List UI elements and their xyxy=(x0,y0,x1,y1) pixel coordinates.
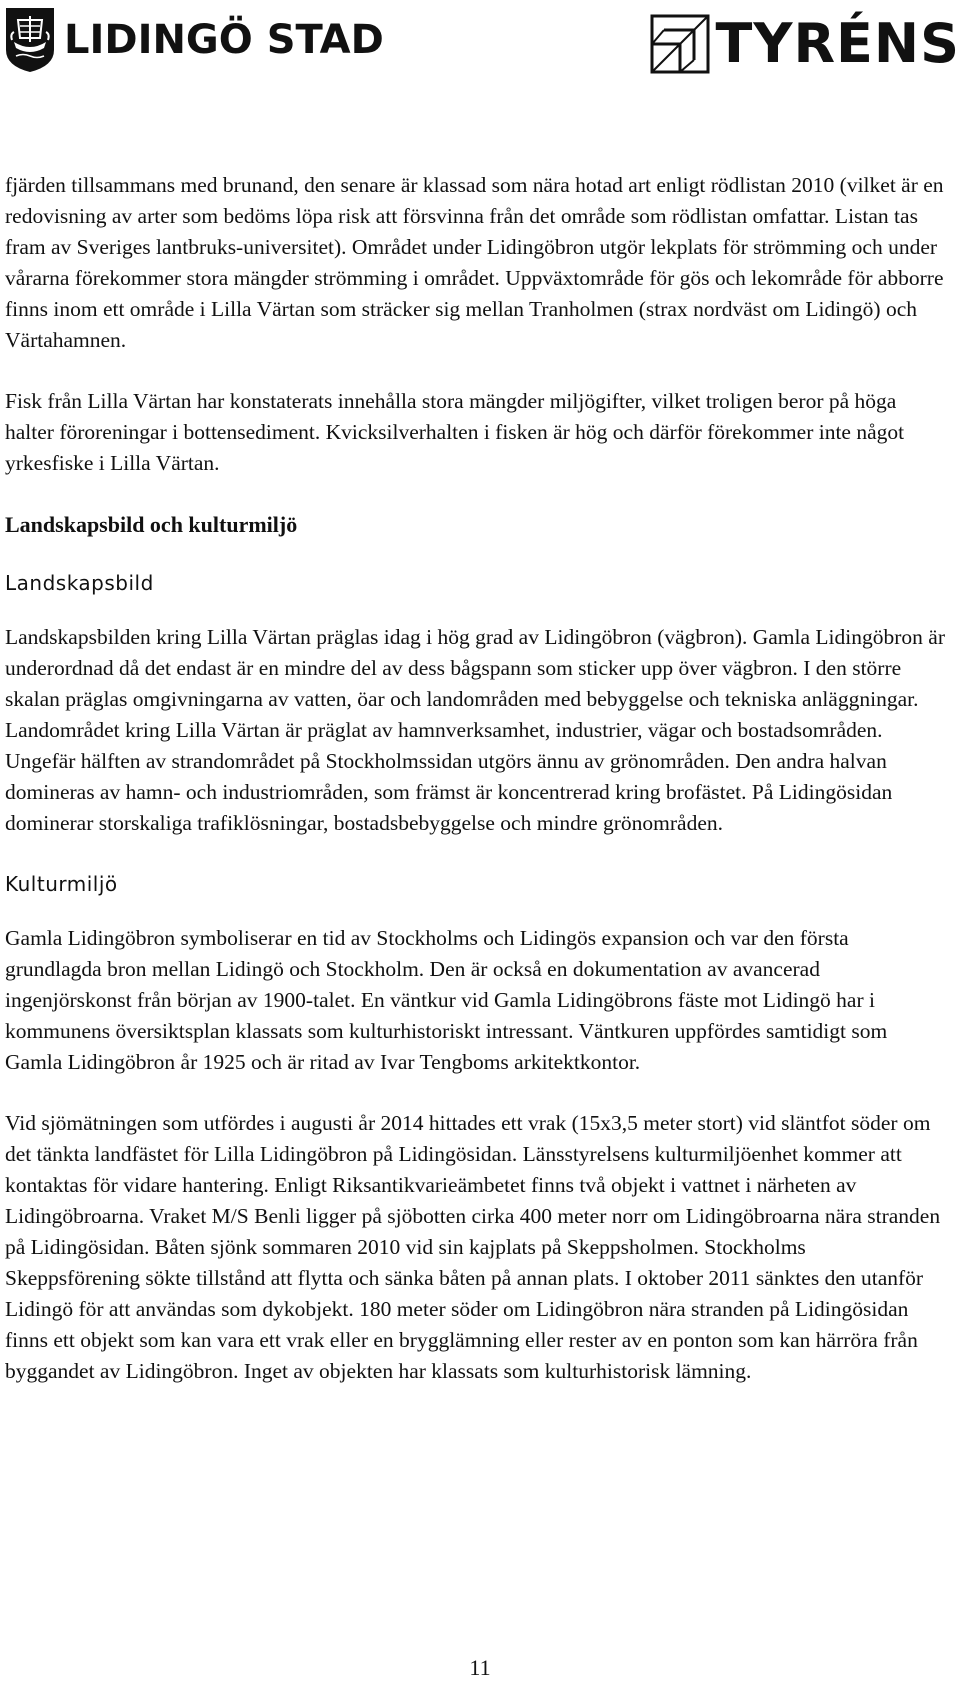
paragraph-fish-species: fjärden tillsammans med brunand, den senare är klassad som nära hotad art enligt rödlistan 2010 (vilket är en redovisning av arter som bedöms löpa risk att försvinna från det område som rödlistan omfattar. Listan tas fram av Sveriges lantbruks-universitet). Området under Lidingöbron utgör lekplats för strömming och under vårarna förekommer stora mängder strömming i området. Uppväxtområde för gös och lekområde för abborre finns inom ett område i Lilla Värtan som sträcker sig mellan Tranholmen (strax nordväst om Lidingö) och Värtahamnen. xyxy=(5,173,944,352)
tyrens-logo xyxy=(650,14,960,74)
page-header xyxy=(0,0,960,80)
paragraph-wrecks: Vid sjömätningen som utfördes i augusti år 2014 hittades ett vrak (15x3,5 meter stort) vid släntfot söder om det tänkta landfästet för Lilla Lidingöbron på Lidingösidan. Länsstyrelsens kulturmiljöenhet kommer att kontaktas för vidare hantering. Enligt Riksantikvarieämbetet finns två objekt i vattnet i närheten av Lidingöbroarna. Vraket M/S Benli ligger på sjöbotten cirka 400 meter norr om Lidingöbroarna nära stranden på Lidingösidan. Båten sjönk sommaren 2010 vid sin kajplats på Skeppsholmen. Stockholms Skeppsförening sökte tillstånd att flytta och sänka båten på annan plats. I oktober 2011 sänktes den utanför Lidingö för att användas som dykobjekt. 180 meter söder om Lidingöbron nära stranden på Lidingösidan finns ett objekt som kan vara ett vrak eller en brygglämning eller rester av en ponton som kan härröra från byggandet av Lidingöbron. Inget av objekten har klassats som kulturhistorisk lämning. xyxy=(5,1111,941,1383)
paragraph-fish-toxins: Fisk från Lilla Värtan har konstaterats innehålla stora mängder miljögifter, vilket troligen beror på höga halter föroreningar i bottensediment. Kvicksilverhalten i fisken är hög och därför förekommer inte något yrkesfiske i Lilla Värtan. xyxy=(5,389,905,475)
subheading-cultural-environment: Kulturmiljö xyxy=(5,872,118,896)
page-number: 11 xyxy=(469,1655,491,1680)
lidingo-stad-wordmark: LIDINGÖ STAD xyxy=(64,17,384,63)
viking-ship-shield-icon xyxy=(4,6,56,74)
lidingo-stad-logo xyxy=(4,4,384,76)
document-body xyxy=(5,170,945,1417)
subheading-landscape: Landskapsbild xyxy=(5,571,154,595)
section-heading-landscape-culture: Landskapsbild och kulturmiljö xyxy=(5,512,298,537)
tyrens-wordmark: TYRÉNS xyxy=(715,12,960,75)
paragraph-old-bridge: Gamla Lidingöbron symboliserar en tid av Stockholms och Lidingös expansion och var den första grundlagda bron mellan Lidingö och Stockholm. Den är också en dokumentation av avancerad ingenjörskonst från början av 1900-talet. En väntkur vid Gamla Lidingöbrons fäste mot Lidingö har i kommunens översiktsplan klassats som kulturhistoriskt intressant. Väntkuren uppfördes samtidigt som Gamla Lidingöbron år 1925 och är ritad av Ivar Tengboms arkitektkontor. xyxy=(5,926,888,1074)
paragraph-landscape: Landskapsbilden kring Lilla Värtan präglas idag i hög grad av Lidingöbron (vägbron). Gamla Lidingöbron är underordnad då det endast är en mindre del av dess bågspann som sticker upp över vägbron. I den större skalan präglas omgivningarna av vatten, öar och landområden med bebyggelse och tekniska anläggningar. Landområdet kring Lilla Värtan är präglat av hamnverksamhet, industrier, vägar och bostadsområden. Ungefär hälften av strandområdet på Stockholmssidan utgörs ännu av grönområden. Den andra halvan domineras av hamn- och industriområden, som främst är koncentrerad kring brofästet. På Lidingösidan dominerar storskaliga trafiklösningar, bostadsbebyggelse och mindre grönområden. xyxy=(5,625,945,835)
tyrens-cube-icon xyxy=(650,14,710,74)
